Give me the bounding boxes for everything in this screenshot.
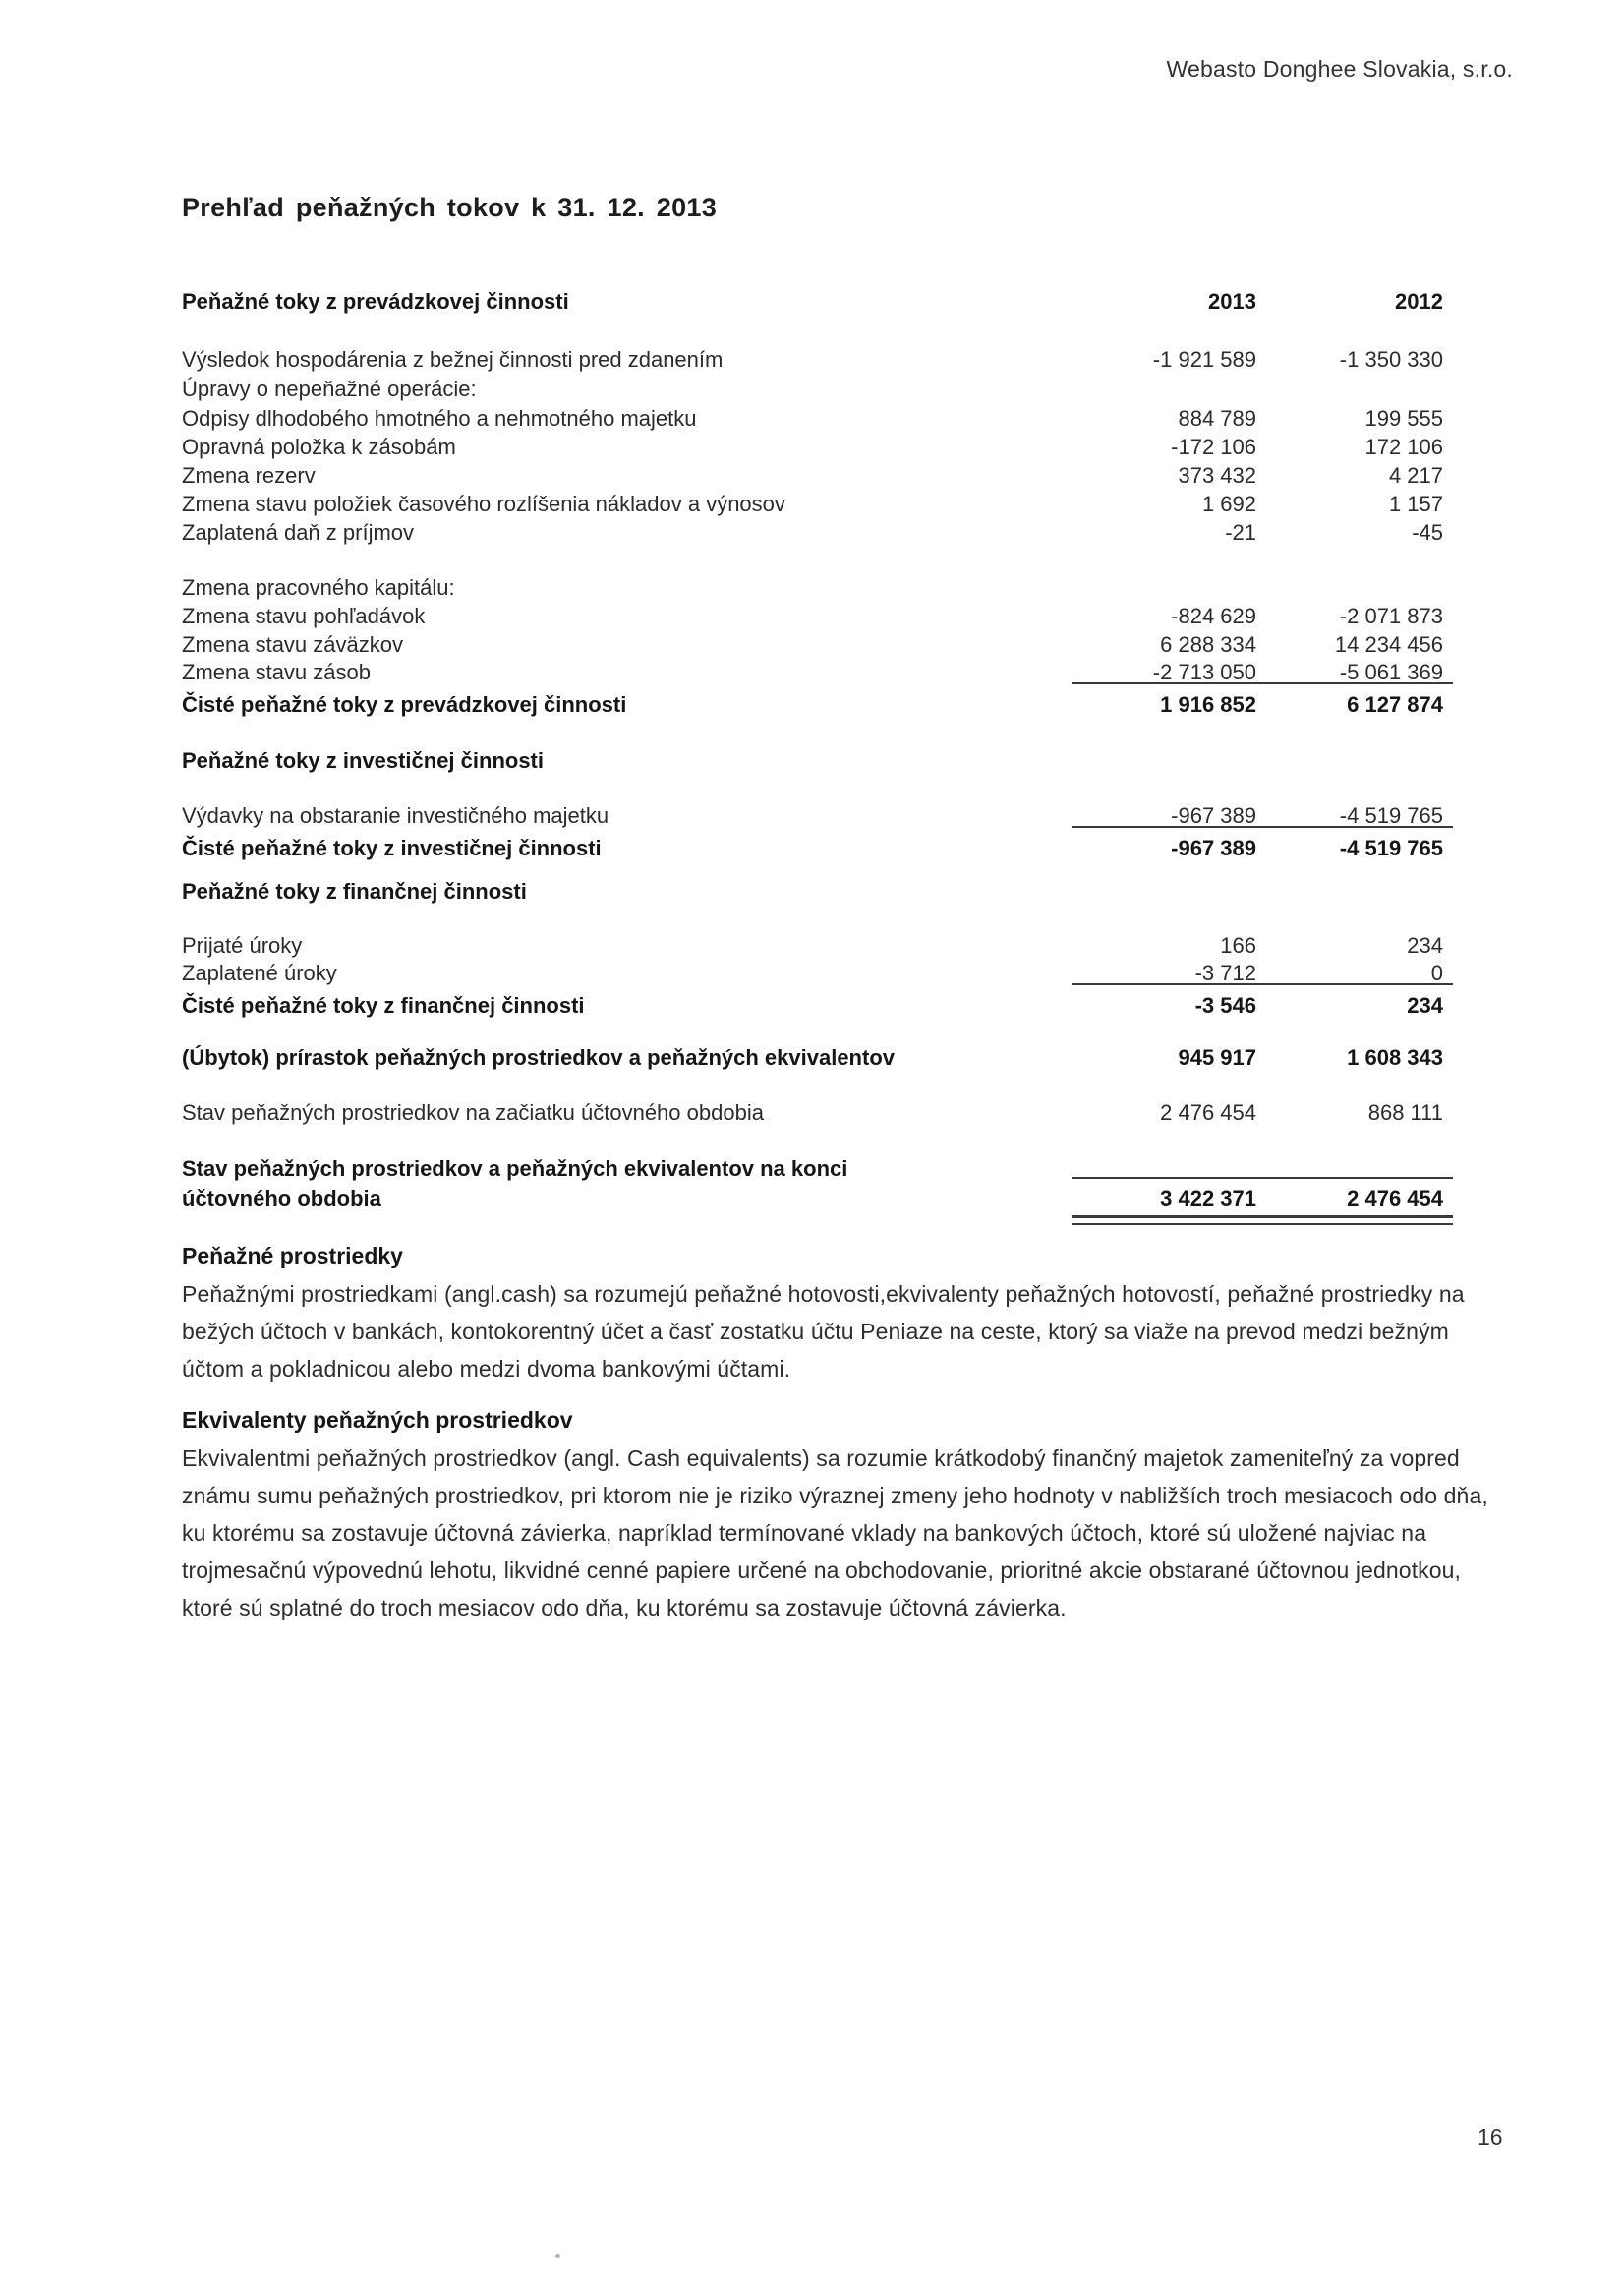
row-value-2013: -824 629 (1171, 604, 1256, 628)
footnotes (182, 1241, 1511, 1626)
row-value-2013: 2 476 454 (1160, 1100, 1256, 1125)
row-label: Zmena pracovného kapitálu: (182, 575, 455, 600)
row-value-2012: 234 (1407, 993, 1443, 1018)
row-label: Zmena stavu pohľadávok (182, 604, 426, 628)
row-label: Výdavky na obstaranie investičného majetku (182, 803, 609, 828)
section-header-investing (182, 747, 1443, 775)
row-label: Zmena stavu zásob (182, 660, 371, 684)
row-label: Zmena rezerv (182, 463, 316, 488)
page-title: Prehľad peňažných tokov k 31. 12. 2013 (182, 193, 718, 222)
year-column-2012: 2012 (1395, 289, 1443, 314)
table-row (182, 434, 1443, 461)
row-label: Úpravy o nepeňažné operácie: (182, 377, 477, 401)
row-value-2012: 1 608 343 (1347, 1045, 1443, 1070)
row-value-2012: 868 111 (1367, 1100, 1443, 1125)
row-label: Stav peňažných prostriedkov na začiatku účtovného obdobia (182, 1100, 764, 1125)
row-label: Prijaté úroky (182, 933, 303, 958)
row-value-2012: 1 157 (1388, 492, 1443, 516)
grand-total-double-rule (1072, 1215, 1453, 1225)
row-label: Stav peňažných prostriedkov a peňažných ekvivalentov na konci (182, 1156, 848, 1181)
row-value-2012: -5 061 369 (1339, 660, 1443, 684)
row-label: Zaplatená daň z príjmov (182, 520, 415, 545)
row-value-2012: 14 234 456 (1334, 632, 1443, 657)
row-label: Zmena stavu záväzkov (182, 632, 403, 657)
row-value-2013: -21 (1225, 520, 1256, 545)
row-value-2013: 1 692 (1201, 492, 1256, 516)
row-value-2013: 3 422 371 (1160, 1186, 1256, 1210)
row-value-2013: -967 389 (1171, 836, 1256, 860)
row-value-2013: 1 916 852 (1160, 692, 1256, 717)
row-label: Čisté peňažné toky z investičnej činnosti (182, 836, 602, 860)
row-label: účtovného obdobia (182, 1186, 381, 1210)
table-row (182, 519, 1443, 547)
row-label: Čisté peňažné toky z prevádzkovej činnosti (182, 692, 627, 717)
scan-speck (555, 2254, 560, 2258)
row-label: Opravná položka k zásobám (182, 435, 456, 459)
row-value-2012: -1 350 330 (1339, 347, 1443, 372)
table-row (182, 932, 1443, 960)
row-label: Čisté peňažné toky z finančnej činnosti (182, 993, 585, 1018)
row-label: Výsledok hospodárenia z bežnej činnosti pred zdanením (182, 347, 724, 372)
row-value-2013: 945 917 (1178, 1045, 1256, 1070)
row-value-2012: -2 071 873 (1339, 604, 1443, 628)
section-title: Peňažné toky z investičnej činnosti (182, 748, 544, 773)
opening-balance-row (182, 1099, 1443, 1127)
section-title: Peňažné toky z finančnej činnosti (182, 879, 527, 904)
table-row (182, 603, 1443, 630)
row-value-2013: -967 389 (1171, 803, 1256, 828)
row-value-2013: -2 713 050 (1152, 660, 1256, 684)
note-heading-cash: Peňažné prostriedky (182, 1243, 403, 1268)
table-row (182, 346, 1443, 374)
grand-total-top-rule (1072, 1177, 1453, 1179)
section-title: Peňažné toky z prevádzkovej činnosti (182, 289, 569, 314)
note-body-equivalents: Ekvivalentmi peňažných prostriedkov (angl. Cash equivalents) sa rozumie krátkodobý finančný majetok zameniteľný za vopred známu sumu peňažných prostriedkov, pri ktorom nie je riziko výraznej zmeny jeho hodnoty v nabližších troch mesiacoch odo dňa, ku ktorému sa zostavuje účtovná závierka, napríklad termínované vklady na bankových účtoch, ktoré sú uložené najviac na trojmesačnú výpovednú lehotu, likvidné cenné papiere určené na obchodovanie, prioritné akcie obstarané účtovnou jednotkou, ktoré sú splatné do troch mesiacov odo dňa, ku ktorému sa zostavuje účtovná závierka. (182, 1445, 1488, 1620)
row-value-2012: 234 (1407, 933, 1443, 958)
table-row (182, 405, 1443, 433)
section-header-financing (182, 878, 1443, 906)
row-label: Odpisy dlhodobého hmotného a nehmotného majetku (182, 406, 697, 431)
table-row (182, 376, 1443, 403)
row-value-2012: 4 217 (1388, 463, 1443, 488)
row-value-2012: -45 (1412, 520, 1443, 545)
closing-balance-row (182, 1185, 1443, 1212)
total-row-investing (182, 835, 1443, 862)
row-value-2012: -4 519 765 (1339, 836, 1443, 860)
table-row (182, 631, 1443, 659)
subtotal-rule (1072, 826, 1453, 828)
row-value-2013: -172 106 (1171, 435, 1256, 459)
net-change-row (182, 1044, 1443, 1072)
table-row (182, 462, 1443, 490)
row-value-2013: 6 288 334 (1160, 632, 1256, 657)
row-value-2013: -3 712 (1194, 961, 1256, 985)
row-value-2012: 199 555 (1364, 406, 1443, 431)
row-value-2012: 2 476 454 (1347, 1186, 1443, 1210)
row-value-2012: 6 127 874 (1347, 692, 1443, 717)
row-label: Zaplatené úroky (182, 961, 337, 985)
total-row-financing (182, 992, 1443, 1020)
row-value-2013: -3 546 (1194, 993, 1256, 1018)
page-number: 16 (1478, 2124, 1503, 2149)
row-value-2013: 373 432 (1178, 463, 1256, 488)
row-value-2013: -1 921 589 (1152, 347, 1256, 372)
row-label: Zmena stavu položiek časového rozlíšenia nákladov a výnosov (182, 492, 785, 516)
subtotal-rule (1072, 682, 1453, 684)
row-value-2012: -4 519 765 (1339, 803, 1443, 828)
company-header: Webasto Donghee Slovakia, s.r.o. (1166, 56, 1513, 82)
row-value-2013: 166 (1220, 933, 1256, 958)
total-row-operating (182, 691, 1443, 719)
subtotal-rule (1072, 983, 1453, 985)
note-body-cash: Peňažnými prostriedkami (angl.cash) sa rozumejú peňažné hotovosti,ekvivalenty peňažných hotovostí, peňažné prostriedky na bežých účtoch v bankách, kontokorentný účet a časť zostatku účtu Peniaze na ceste, ktorý sa viaže na prevod medzi bežným účtom a pokladnicou alebo medzi dvoma bankovými účtami. (182, 1281, 1465, 1382)
note-heading-equivalents: Ekvivalenty peňažných prostriedkov (182, 1407, 573, 1433)
row-value-2012: 172 106 (1364, 435, 1443, 459)
row-value-2013: 884 789 (1178, 406, 1256, 431)
section-header-operating (182, 288, 1443, 316)
row-value-2012: 0 (1430, 961, 1443, 985)
table-row (182, 574, 1443, 602)
row-label: (Úbytok) prírastok peňažných prostriedkov a peňažných ekvivalentov (182, 1045, 895, 1070)
year-column-2013: 2013 (1208, 289, 1256, 314)
table-row (182, 491, 1443, 518)
